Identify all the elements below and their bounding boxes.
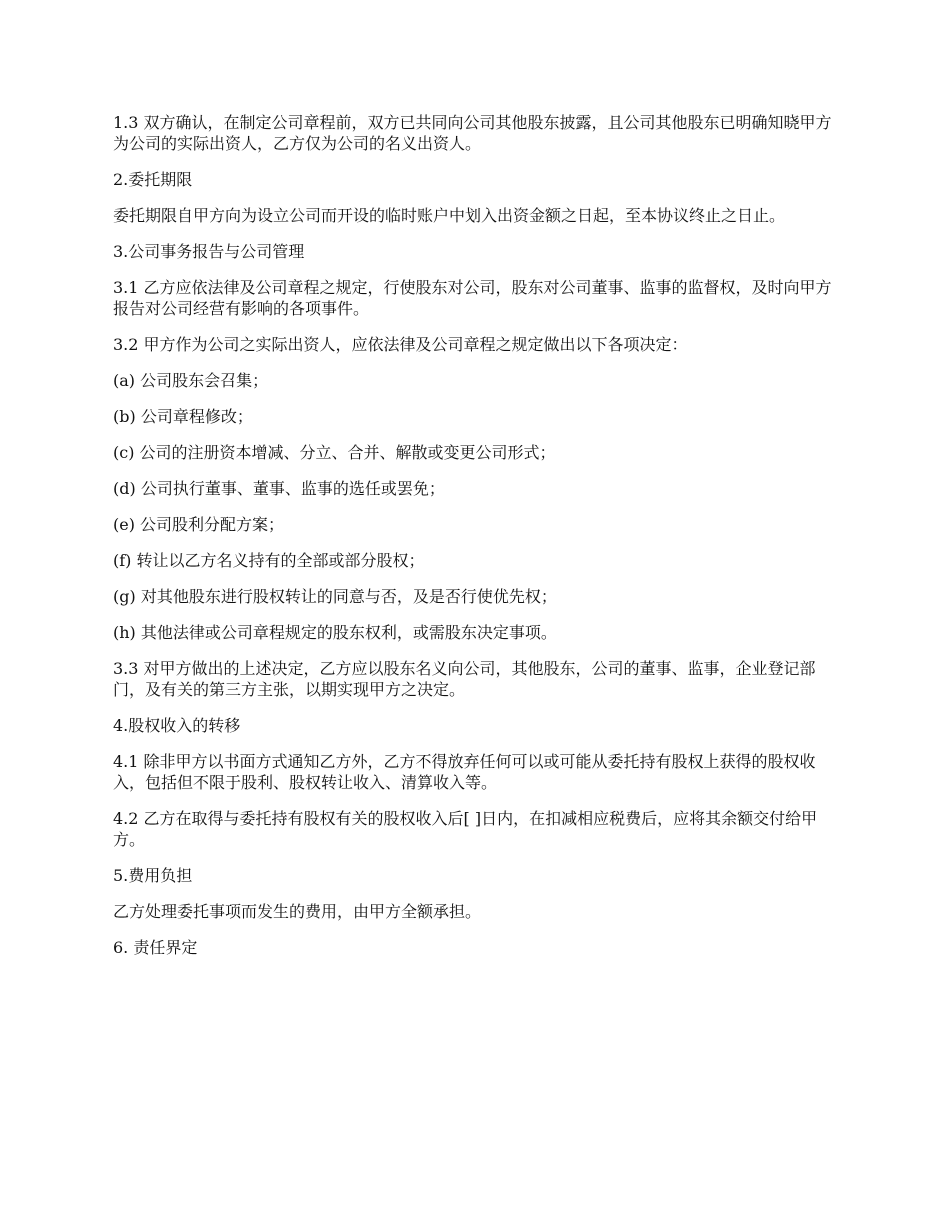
list-item-f: (f) 转让以乙方名义持有的全部或部分股权；	[113, 551, 425, 570]
paragraph-entrustment-term: 委托期限自甲方向为设立公司而开设的临时账户中划入出资金额之日起，至本协议终止之日止。	[113, 206, 786, 225]
list-item-a: (a) 公司股东会召集；	[113, 371, 269, 390]
document-body	[113, 112, 843, 973]
paragraph-1-3-confirmation: 1.3 双方确认，在制定公司章程前，双方已共同向公司其他股东披露，且公司其他股东已明确知晓甲方为公司的实际出资人，乙方仅为公司的名义出资人。	[113, 113, 832, 153]
paragraph-4-2: 4.2 乙方在取得与委托持有股权有关的股权收入后[ ]日内，在扣减相应税费后，应将其余额交付给甲方。	[113, 809, 818, 849]
list-item-d: (d) 公司执行董事、董事、监事的选任或罢免；	[113, 479, 445, 498]
paragraph-4-1: 4.1 除非甲方以书面方式通知乙方外，乙方不得放弃任何可以或可能从委托持有股权上获得的股权收入，包括但不限于股利、股权转让收入、清算收入等。	[113, 752, 816, 792]
list-item-g: (g) 对其他股东进行股权转让的同意与否，及是否行使优先权；	[113, 587, 557, 606]
paragraph-3-3: 3.3 对甲方做出的上述决定，乙方应以股东名义向公司，其他股东，公司的董事、监事，企业登记部门，及有关的第三方主张，以期实现甲方之决定。	[113, 659, 816, 699]
list-item-h: (h) 其他法律或公司章程规定的股东权利，或需股东决定事项。	[113, 623, 557, 642]
list-item-c: (c) 公司的注册资本增减、分立、合并、解散或变更公司形式；	[113, 443, 556, 462]
heading-5-expenses: 5.费用负担	[113, 866, 193, 885]
heading-2-entrustment-term: 2.委托期限	[113, 170, 193, 189]
paragraph-expenses: 乙方处理委托事项而发生的费用，由甲方全额承担。	[113, 902, 482, 921]
heading-3-company-affairs: 3.公司事务报告与公司管理	[113, 242, 305, 261]
heading-6-liability: 6. 责任界定	[113, 938, 198, 957]
heading-4-equity-income: 4.股权收入的转移	[113, 716, 241, 735]
paragraph-3-2: 3.2 甲方作为公司之实际出资人，应依法律及公司章程之规定做出以下各项决定：	[113, 335, 688, 354]
paragraph-3-1: 3.1 乙方应依法律及公司章程之规定，行使股东对公司，股东对公司董事、监事的监督权，及时向甲方报告对公司经营有影响的各项事件。	[113, 278, 832, 318]
list-item-b: (b) 公司章程修改；	[113, 407, 253, 426]
list-item-e: (e) 公司股利分配方案；	[113, 515, 285, 534]
